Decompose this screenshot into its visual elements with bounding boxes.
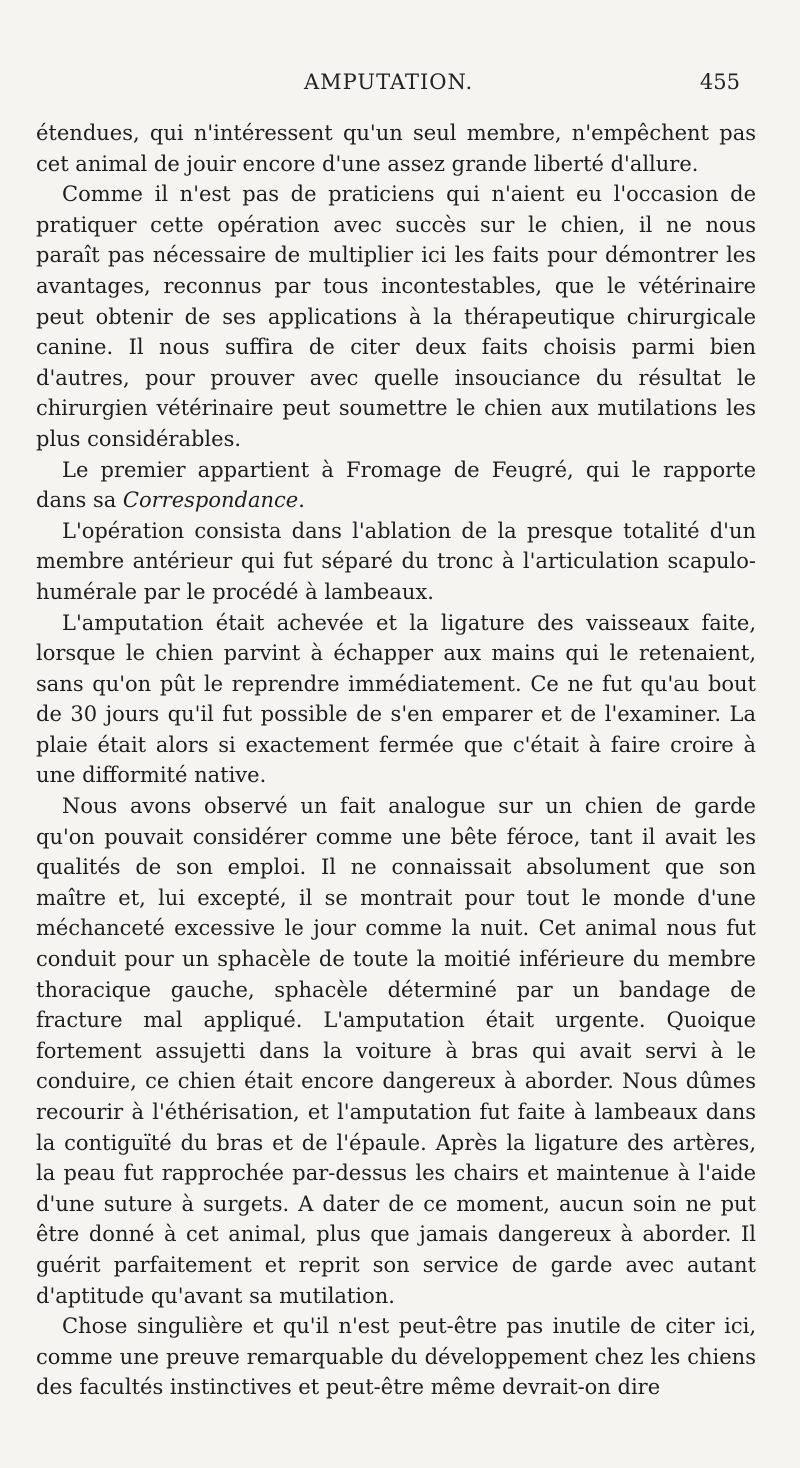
running-head [36,70,740,102]
paragraph-praticiens [36,179,756,454]
body-text [36,118,756,1403]
paragraph-chien-de-garde [36,791,756,1311]
paragraph-operation [36,516,756,608]
running-title: AMPUTATION. [304,70,474,94]
paragraph-text: étendues, qui n'intéressent qu'un seul membre, n'empêchent pas cet animal de jouir encore d'une assez grande liberté d'allure. [36,121,756,176]
paragraph-text: Comme il n'est pas de praticiens qui n'aient eu l'occasion de pratiquer cette opération avec succès sur le chien, il ne nous paraît pas nécessaire de multiplier ici les faits pour démontrer les avantages, reconnus par tous incontestables, que le vétérinaire peut obtenir de ses applications à la thérapeutique chirurgicale canine. Il nous suffira de citer deux faits choisis parmi bien d'autres, pour prouver avec quelle insouciance du résultat le chirurgien vétérinaire peut soumettre le chien aux mutilations les plus considérables. [36,182,756,451]
page-number: 455 [699,70,740,94]
paragraph-text: Le premier appartient à Fromage de Feugré, qui le rapporte dans sa [36,457,756,513]
paragraph-amputation-achevee [36,608,756,792]
paragraph-continuation [36,118,756,179]
paragraph-fromage-de-feugre [36,455,756,516]
paragraph-text: L'amputation était achevée et la ligature des vaisseaux faite, lorsque le chien parvint à échapper aux mains qui le retenaient, sans qu'on pût le reprendre immédiatement. Ce ne fut qu'au bout de 30 jours qu'il fut possible de s'en emparer et de l'examiner. La plaie était alors si exactement fermée que c'était à faire croire à une difformité native. [36,610,756,788]
italic-title: Correspondance [122,488,299,513]
paragraph-text: L'opération consista dans l'ablation de la presque totalité d'un membre antérieur qui fut séparé du tronc à l'articulation scapulo-humérale par le procédé à lambeaux. [36,518,756,604]
paragraph-punctuation: . [298,488,305,513]
paragraph-text: Chose singulière et qu'il n'est peut-être pas inutile de citer ici, comme une preuve remarquable du développement chez les chiens des facultés instinctives et peut-être même devrait-on dire [36,1314,756,1400]
paragraph-text: Nous avons observé un fait analogue sur un chien de garde qu'on pouvait considérer comme une bête féroce, tant il avait les qualités de son emploi. Il ne connaissait absolument que son maître et, lui excepté, il se montrait pour tout le monde d'une méchanceté excessive le jour comme la nuit. Cet animal nous fut conduit pour un sphacèle de toute la moitié inférieure du membre thoracique gauche, sphacèle déterminé par un bandage de fracture mal appliqué. L'amputation était urgente. Quoique fortement assujetti dans la voiture à bras qui avait servi à le conduire, ce chien était encore dangereux à aborder. Nous dûmes recourir à l'éthérisation, et l'amputation fut faite à lambeaux dans la contiguïté du bras et de l'épaule. Après la ligature des artères, la peau fut rapprochée par-dessus les chairs et maintenue à l'aide d'une suture à surgets. A dater de ce moment, aucun soin ne put être donné à cet animal, plus que jamais dangereux à aborder. Il guérit parfaitement et reprit son service de garde avec autant d'aptitude qu'avant sa mutilation. [36,794,756,1308]
paragraph-chose-singuliere [36,1311,756,1403]
